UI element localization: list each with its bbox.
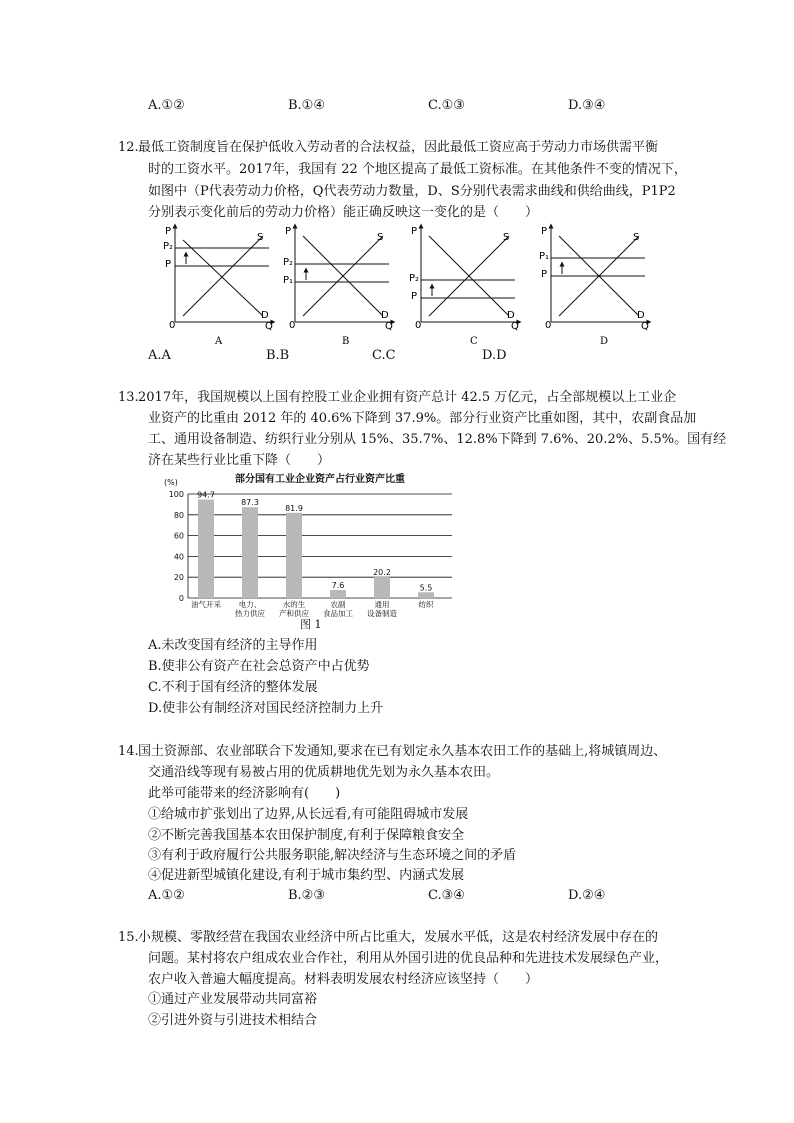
- q12-a-s-label: S: [257, 232, 264, 243]
- chart-y-tick: 0: [178, 594, 184, 603]
- q12-a-p2-label: P₂: [163, 241, 174, 252]
- q13-option-b[interactable]: B.使非公有资产在社会总资产中占优势: [148, 659, 370, 674]
- chart-y-tick: 80: [173, 510, 184, 520]
- q11-option-c[interactable]: C.①③: [428, 98, 465, 113]
- q12-c-origin: 0: [415, 320, 422, 331]
- chart-category-label: 设备制造: [367, 609, 397, 618]
- q12-d-q-label: Q: [641, 321, 649, 332]
- q12-panel-d: D: [600, 336, 609, 347]
- q12-option-b[interactable]: B.B: [266, 348, 290, 363]
- q13-line-3: 工、通用设备制造、纺织行业分别从 15%、35.7%、12.8%下降到 7.6%、20.2%、5.5%。国有经: [148, 432, 727, 447]
- q15-line-2: 问题。某村将农户组成农业合作社，利用从外国引进的优良品种和先进技术发展绿色产业，: [148, 951, 669, 966]
- q13-option-a[interactable]: A.未改变国有经济的主导作用: [148, 638, 318, 653]
- q12-a-q-label: Q: [265, 321, 273, 332]
- q15-option-1: ①通过产业发展带动共同富裕: [148, 992, 318, 1007]
- chart-bar: [242, 507, 258, 598]
- q12-c-d-label: D: [507, 310, 515, 321]
- q13-line-4: 济在某些行业比重下降（ ）: [148, 453, 331, 468]
- q11-option-a[interactable]: A.①②: [148, 98, 185, 113]
- q12-option-d[interactable]: D.D: [482, 348, 507, 363]
- chart-data-label: 87.3: [241, 498, 259, 508]
- chart-y-tick: 60: [173, 531, 184, 541]
- chart-bar: [330, 590, 346, 598]
- q12-option-a[interactable]: A.A: [148, 348, 171, 363]
- q12-supply-demand-graphs: [155, 222, 675, 350]
- chart-bar: [286, 513, 302, 598]
- q12-line-3: 如图中（P代表劳动力价格，Q代表劳动力数量，D、S分别代表需求曲线和供给曲线，P1P2: [148, 184, 676, 199]
- q14-line-2: 交通沿线等现有易被占用的优质耕地优先划为永久基本农田。: [148, 765, 500, 780]
- chart-bar: [418, 592, 434, 598]
- q14-line-1: 国土资源部、农业部联合下发通知,要求在已有划定永久基本农田工作的基础上,将城镇周边、: [138, 744, 667, 759]
- q12-graph-c: [409, 226, 519, 347]
- q12-line-4: 分别表示变化前后的劳动力价格）能正确反映这一变化的是（ ）: [148, 205, 539, 220]
- q12-d-s-label: S: [633, 232, 640, 243]
- q12-d-d-label: D: [637, 310, 645, 321]
- q12-number: 12.: [118, 140, 139, 155]
- q12-graph-b: [283, 226, 393, 347]
- q12-b-p2-label: P₂: [283, 257, 294, 268]
- q13-line-1: 2017年，我国规模以上国有控股工业企业拥有资产总计 42.5 万亿元，占全部规模以上工业企: [138, 390, 677, 405]
- q12-d-p-label: P: [541, 226, 548, 237]
- q12-c-s-label: S: [503, 232, 510, 243]
- q14-option-d[interactable]: D.②④: [568, 888, 606, 903]
- q12-panel-a: A: [215, 336, 223, 347]
- q12-c-p1-label: P: [411, 291, 418, 302]
- chart-y-unit: (%): [164, 478, 178, 487]
- q13-bar-chart: [160, 468, 460, 634]
- q15-line-1: 小规模、零散经营在我国农业经济中所占比重大，发展水平低，这是农村经济发展中存在的: [138, 930, 659, 945]
- q15-option-2: ②引进外资与引进技术相结合: [148, 1013, 318, 1028]
- chart-category-label: 通用: [374, 600, 390, 609]
- q12-b-d-label: D: [381, 310, 389, 321]
- q13-line-2: 业资产的比重由 2012 年的 40.6%下降到 37.9%。部分行业资产比重如图，其中，农副食品加: [148, 411, 697, 426]
- q12-a-p-label: P: [165, 226, 172, 237]
- chart-data-label: 7.6: [331, 581, 345, 591]
- chart-category-label: 油气开采: [191, 600, 221, 609]
- q12-line-2: 时的工资水平。2017年，我国有 22 个地区提高了最低工资标准。在其他条件不变的情况下，: [148, 162, 687, 177]
- q14-line-5: ②不断完善我国基本农田保护制度,有利于保障粮食安全: [148, 828, 465, 843]
- chart-data-label: 81.9: [285, 503, 303, 513]
- chart-category-label: 农副: [330, 600, 346, 609]
- q11-option-d[interactable]: D.③④: [568, 98, 606, 113]
- q14-line-4: ①给城市扩张划出了边界,从长远看,有可能阻碍城市发展: [148, 807, 469, 822]
- q14-number: 14.: [118, 744, 139, 759]
- q12-c-q-label: Q: [511, 321, 519, 332]
- chart-category-label: 电力、: [238, 600, 262, 609]
- q13-option-c[interactable]: C.不利于国有经济的整体发展: [148, 680, 318, 695]
- chart-y-tick: 100: [168, 490, 184, 499]
- q12-b-p1-label: P₁: [283, 275, 294, 286]
- chart-y-tick: 40: [173, 552, 184, 562]
- q12-d-p1-label: P₁: [539, 251, 550, 262]
- q14-line-3: 此举可能带来的经济影响有( ): [148, 786, 341, 801]
- q12-option-c[interactable]: C.C: [372, 348, 396, 363]
- q12-line-1: 最低工资制度旨在保护低收入劳动者的合法权益，因此最低工资应高于劳动力市场供需平衡: [138, 140, 659, 155]
- q12-a-origin: 0: [169, 320, 176, 331]
- q12-a-p1-label: P: [165, 259, 172, 270]
- q12-b-origin: 0: [289, 320, 296, 331]
- q13-number: 13.: [118, 390, 139, 405]
- q11-option-b[interactable]: B.①④: [288, 98, 325, 113]
- chart-category-label: 产和供应: [279, 609, 309, 618]
- q15-line-3: 农户收入普遍大幅度提高。材料表明发展农村经济应该坚持（ ）: [148, 972, 539, 987]
- q12-c-p-label: P: [411, 226, 418, 237]
- chart-category-label: 纺织: [418, 600, 434, 609]
- q12-a-d-label: D: [261, 310, 269, 321]
- q15-number: 15.: [118, 930, 139, 945]
- chart-bar: [374, 577, 390, 598]
- q12-graph-d: [539, 226, 649, 347]
- chart-data-label: 20.2: [373, 567, 391, 577]
- chart-title: 部分国有工业企业资产占行业资产比重: [235, 474, 405, 485]
- chart-category-label: 水的生: [282, 600, 306, 609]
- chart-data-label: 94.7: [197, 490, 215, 500]
- q12-c-p2-label: P₂: [409, 273, 420, 284]
- q12-b-s-label: S: [377, 232, 384, 243]
- q14-line-6: ③有利于政府履行公共服务职能,解决经济与生态环境之间的矛盾: [148, 848, 517, 863]
- q12-b-q-label: Q: [385, 321, 393, 332]
- q14-option-c[interactable]: C.③④: [428, 888, 465, 903]
- q14-option-b[interactable]: B.②③: [288, 888, 325, 903]
- q12-d-p2-label: P: [541, 269, 548, 280]
- chart-bar: [198, 500, 214, 598]
- chart-y-tick: 20: [173, 573, 184, 583]
- q12-panel-c: C: [470, 336, 478, 347]
- chart-data-label: 5.5: [419, 583, 433, 593]
- q14-line-7: ④促进新型城镇化建设,有利于城市集约型、内涵式发展: [148, 868, 465, 883]
- chart-category-label: 热力供应: [235, 609, 265, 618]
- q12-b-p-label: P: [285, 226, 292, 237]
- q12-graph-a: [163, 226, 273, 347]
- q13-option-d[interactable]: D.使非公有制经济对国民经济控制力上升: [148, 701, 384, 716]
- q14-option-a[interactable]: A.①②: [148, 888, 185, 903]
- chart-category-label: 食品加工: [323, 609, 353, 618]
- q12-d-origin: 0: [545, 320, 552, 331]
- q12-panel-b: B: [342, 336, 350, 347]
- chart-caption: 图 1: [300, 618, 322, 631]
